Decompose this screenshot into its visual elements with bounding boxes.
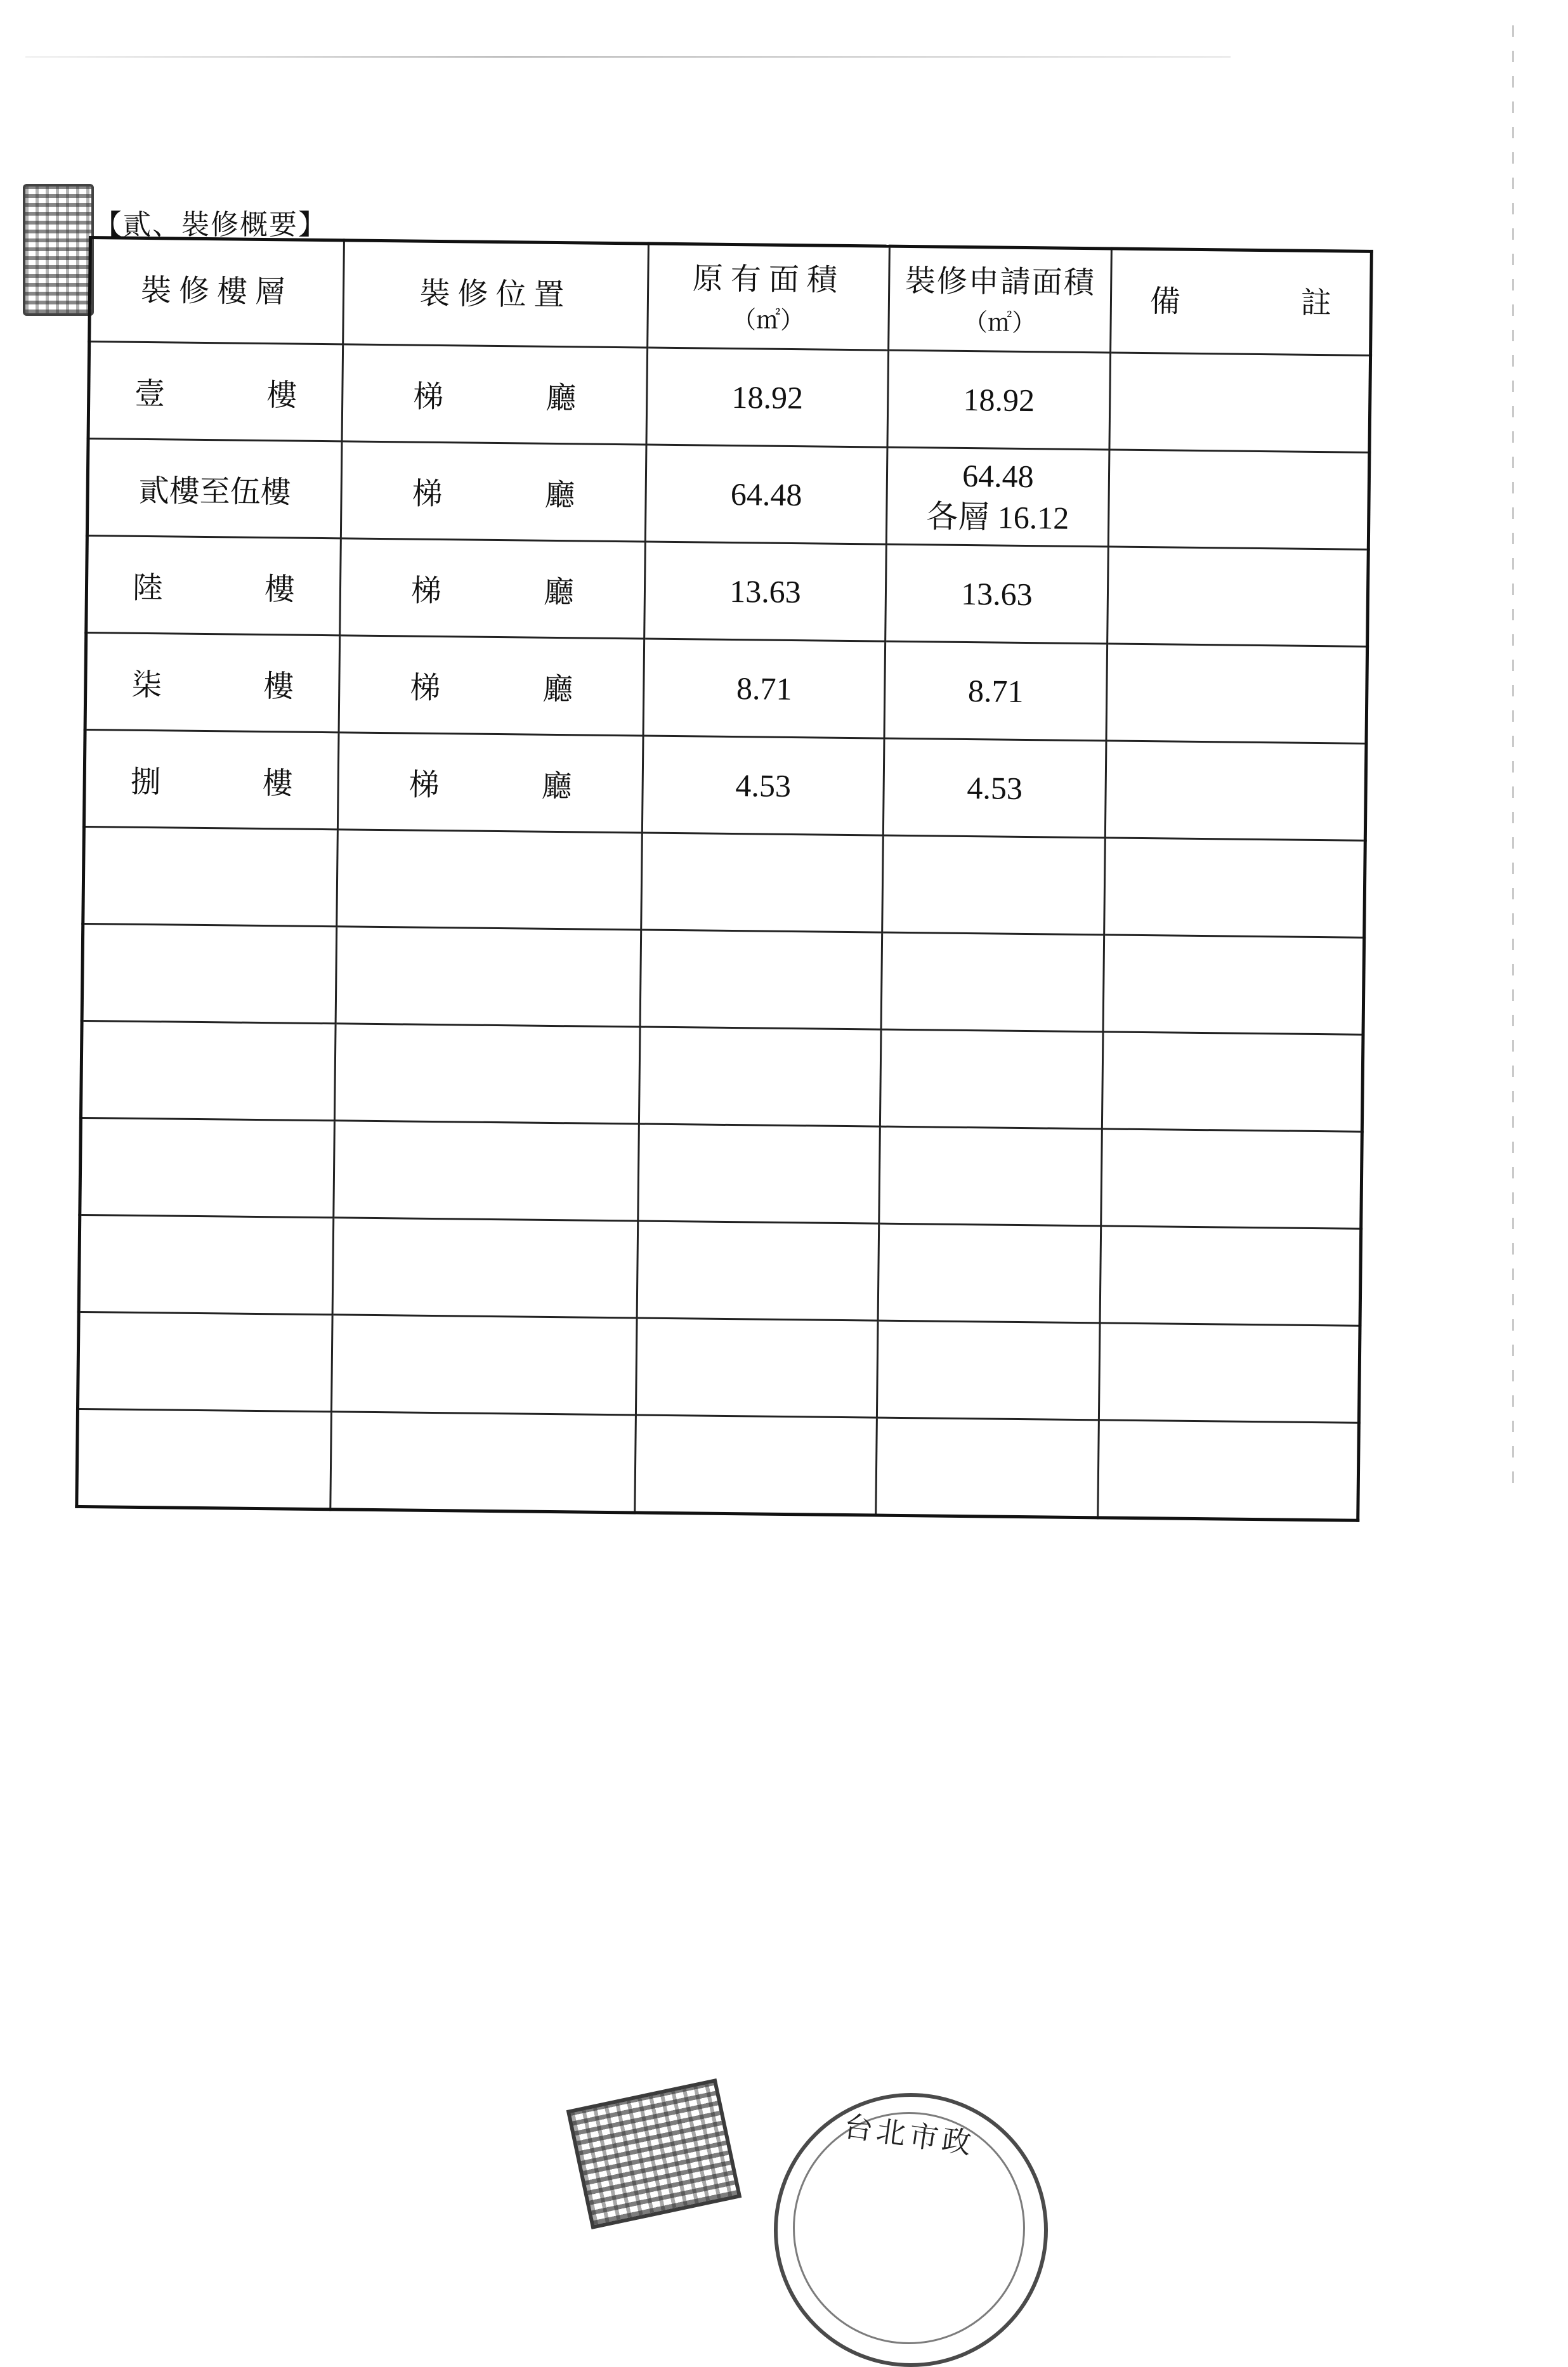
remarks-cell [1108,450,1369,549]
empty-cell [79,1215,334,1314]
floor-text-a: 捌 [130,764,162,800]
empty-cell [336,927,641,1027]
header-remarks-char-1: 備 [1149,284,1181,320]
remarks-cell [1107,547,1369,646]
floor-text-a: 壹 [134,375,166,412]
empty-cell [635,1415,877,1515]
header-floor: 裝修樓層 [89,238,344,344]
location-text-b: 廳 [544,477,575,513]
floor-text-b: 樓 [264,571,296,608]
remarks-cell [1109,353,1371,452]
empty-cell [880,1029,1103,1129]
header-applied-area-label: 裝修申請面積 [905,263,1096,301]
empty-cell [1101,1129,1362,1229]
floor-text-b: 樓 [262,765,293,802]
empty-table-row [83,826,1366,937]
empty-cell [331,1315,637,1415]
empty-table-row [82,923,1364,1034]
header-applied-area-unit: （㎡） [963,308,1036,337]
empty-cell [879,1126,1102,1226]
empty-cell [637,1221,879,1320]
applied-area-cell [886,447,1109,547]
floor-cell [86,535,341,635]
empty-cell [640,930,882,1029]
location-text-a: 梯 [410,670,441,706]
table-row [86,535,1369,646]
header-applied-area [889,246,1112,353]
empty-cell [877,1320,1100,1420]
empty-cell [881,932,1104,1032]
empty-cell [1103,935,1364,1034]
empty-table-row [80,1118,1362,1229]
header-location: 裝修位置 [343,240,649,348]
floor-cell [84,729,339,829]
floor-text-b: 樓 [263,668,294,705]
remarks-cell [1105,741,1366,840]
table-row [84,729,1366,840]
empty-cell [83,826,338,926]
location-text-a: 梯 [408,767,440,803]
empty-cell [337,830,643,930]
empty-table-row [79,1215,1361,1326]
renovation-summary-table [75,236,1373,1522]
empty-cell [1102,1032,1363,1131]
table-header-row [89,238,1372,356]
header-original-area-unit: （㎡） [731,305,805,334]
empty-cell [77,1312,332,1411]
empty-cell [334,1121,639,1221]
location-cell [341,441,646,542]
empty-cell [82,923,337,1023]
location-cell [339,636,644,736]
floor-text-a: 柒 [131,667,162,703]
original-area-cell: 13.63 [644,542,887,641]
table-row [87,439,1369,550]
applied-area-cell: 8.71 [884,641,1107,741]
empty-cell [1098,1420,1359,1520]
original-area-cell: 18.92 [646,348,889,447]
section-title: 【貳、裝修概要】 [94,209,327,241]
empty-cell [330,1412,636,1513]
empty-cell [80,1118,335,1217]
table-row [85,632,1368,743]
header-original-area-label: 原有面積 [692,260,846,298]
empty-cell [1099,1323,1360,1423]
empty-cell [1100,1226,1361,1326]
round-seal-text: 台北市政 [841,2108,977,2162]
empty-cell [334,1024,640,1124]
empty-cell [332,1218,638,1318]
header-remarks [1111,249,1372,355]
original-area-cell: 64.48 [645,445,887,544]
empty-cell [878,1223,1101,1323]
square-seal-stamp [566,2078,742,2229]
empty-cell [636,1318,878,1418]
location-cell [342,344,648,445]
empty-cell [638,1124,880,1223]
location-text-b: 廳 [543,574,575,610]
floor-cell: 貳樓至伍樓 [87,439,342,538]
floor-text-a: 陸 [132,570,164,606]
floor-text-b: 樓 [266,377,297,414]
floor-cell [88,342,343,441]
original-area-cell: 4.53 [642,736,884,835]
empty-cell [1104,838,1366,937]
location-cell [340,538,646,639]
empty-cell [81,1020,336,1120]
empty-table-row [81,1020,1363,1131]
empty-table-row [77,1409,1359,1520]
empty-table-row [77,1312,1360,1423]
original-area-cell: 8.71 [643,639,885,738]
applied-area-cell: 18.92 [887,350,1111,450]
scan-edge-dashes [1512,25,1514,1484]
location-text-b: 廳 [545,380,577,416]
remarks-cell [1106,644,1368,743]
location-text-b: 廳 [542,671,573,707]
binding-seal-stamp [23,184,94,316]
location-text-a: 梯 [410,573,442,609]
location-text-b: 廳 [541,768,572,804]
location-cell [337,733,643,833]
scan-edge-line [25,56,1231,58]
header-remarks-char-2: 註 [1300,285,1332,322]
empty-cell [876,1418,1099,1518]
empty-cell [641,833,884,932]
applied-area-value: 64.48 [962,457,1035,495]
table-row [88,342,1371,453]
applied-area-note: 各層 16.12 [925,499,1069,536]
applied-area-cell: 13.63 [885,544,1109,644]
applied-area-cell: 4.53 [883,738,1106,838]
header-original-area [648,244,890,350]
floor-cell [85,632,340,732]
empty-cell [77,1409,332,1509]
location-text-a: 梯 [412,476,443,512]
empty-cell [882,835,1106,935]
empty-cell [639,1027,881,1126]
location-text-a: 梯 [412,379,444,415]
